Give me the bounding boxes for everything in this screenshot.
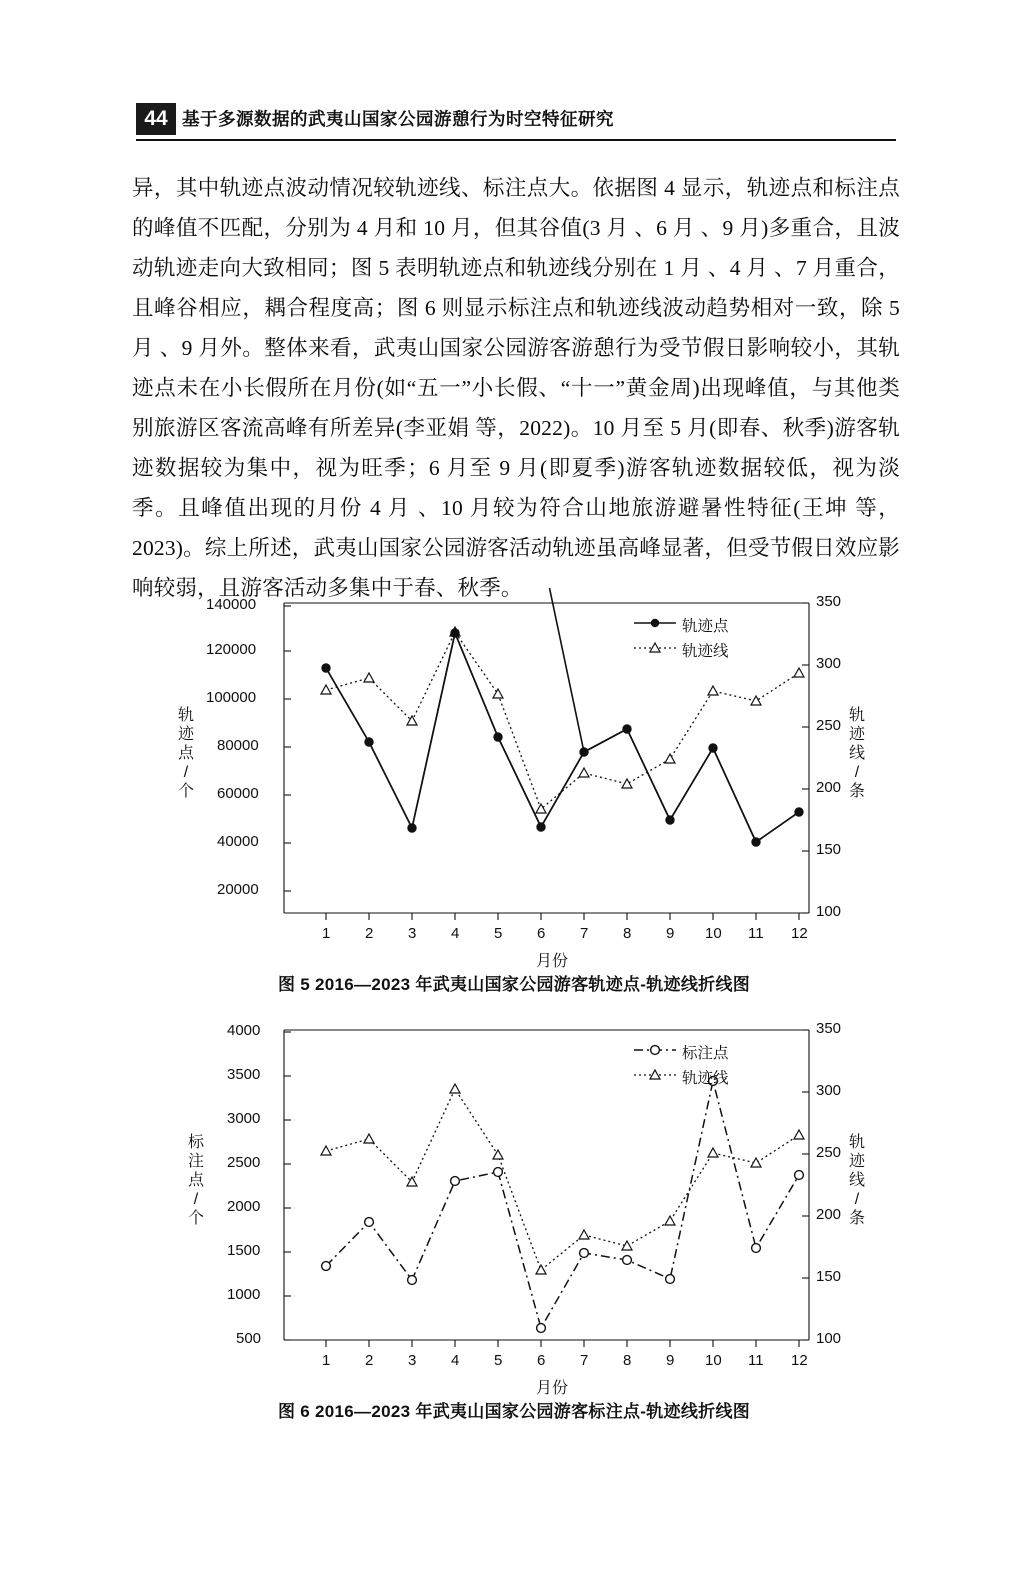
- fig5-y2tick-200: 200: [816, 779, 842, 796]
- body-paragraph: 异，其中轨迹点波动情况较轨迹线、标注点大。依据图 4 显示，轨迹点和标注点的峰值不匹配，分别为 4 月和 10 月，但其谷值(3 月 、6 月 、9 月)多重合，且波动轨迹走向大致相同；图 5 表明轨迹点和轨迹线分别在 1 月 、4 月 、7 月重合，且峰谷相应，耦合程度高；图 6 则显示标注点和轨迹线波动趋势相对一致，除 5 月 、9 月外。整体来看，武夷山国家公园游客游憩行为受节假日影响较小，其轨迹点未在小长假所在月份(如“五一”小长假、“十一”黄金周)出现峰值，与其他类别旅游区客流高峰有所差异(李亚娟 等，2022)。10 月至 5 月(即春、秋季)游客轨迹数据较为集中，视为旺季；6 月至 9 月(即夏季)游客轨迹数据较低，视为淡季。且峰值出现的月份 4 月 、10 月较为符合山地旅游避暑性特征(王坤 等，2023)。综上所述，武夷山国家公园游客活动轨迹虽高峰显著，但受节假日效应影响较弱，且游客活动多集中于春、秋季。: [132, 176, 900, 600]
- series-guijidian-markers: [322, 629, 803, 846]
- fig5-y2tick-150: 150: [816, 841, 842, 858]
- fig5-legend-item-1: 轨迹点: [682, 618, 729, 635]
- fig5-ytick-40000: 40000: [217, 833, 259, 850]
- fig6-xtick-6: 6: [537, 1352, 546, 1369]
- fig5-ytick-20000: 20000: [217, 881, 259, 898]
- header-divider: [136, 139, 896, 141]
- fig6-y2-axis-title: 轨迹线 / 条: [848, 1134, 865, 1227]
- fig6-xtick-10: 10: [705, 1352, 722, 1369]
- fig6-xtick-3: 3: [408, 1352, 417, 1369]
- fig5-ytick-60000: 60000: [217, 785, 259, 802]
- figure-5-legend-glyphs: [634, 619, 676, 652]
- fig6-xtick-4: 4: [451, 1352, 460, 1369]
- figure-6-legend-glyphs: [634, 1046, 676, 1079]
- fig5-y2tick-300: 300: [816, 655, 842, 672]
- series-guijidian-line-fix: [326, 633, 799, 842]
- fig5-y2tick-100: 100: [816, 903, 842, 920]
- fig5-ytick-120000: 120000: [206, 641, 257, 658]
- fig6-legend-item-2: 轨迹线: [682, 1070, 729, 1087]
- fig6-ytick-500: 500: [236, 1330, 262, 1347]
- fig6-ytick-1000: 1000: [227, 1286, 261, 1303]
- fig6-y2tick-100: 100: [816, 1330, 842, 1347]
- fig6-y2tick-350: 350: [816, 1020, 842, 1037]
- figure-6: [0, 1015, 1028, 1422]
- fig5-legend-item-2: 轨迹线: [682, 643, 729, 660]
- fig5-xtick-9: 9: [666, 925, 675, 942]
- fig6-y-axis-title: 标注点 / 个: [187, 1134, 204, 1227]
- fig6-y2tick-200: 200: [816, 1206, 842, 1223]
- fig6-ytick-3000: 3000: [227, 1110, 261, 1127]
- fig6-ytick-2500: 2500: [227, 1154, 261, 1171]
- fig6-xtick-8: 8: [623, 1352, 632, 1369]
- fig5-xtick-6: 6: [537, 925, 546, 942]
- series-biaozhudian-line: [326, 1081, 799, 1328]
- fig5-ytick-140000: 140000: [206, 596, 257, 613]
- fig6-y2tick-150: 150: [816, 1268, 842, 1285]
- figure-5: [0, 588, 1028, 995]
- fig6-xtick-1: 1: [322, 1352, 331, 1369]
- figure-5-chart: [164, 588, 865, 970]
- series-guijixian-markers-2: [321, 1084, 804, 1274]
- figure-5-caption: 图 5 2016—2023 年武夷山国家公园游客轨迹点-轨迹线折线图: [277, 975, 751, 994]
- series-guijixian-line-2: [326, 1089, 799, 1270]
- fig5-xtick-1: 1: [322, 925, 331, 942]
- fig6-x-axis-title: 月份: [536, 1380, 569, 1397]
- fig5-xtick-4: 4: [451, 925, 460, 942]
- fig6-y2tick-300: 300: [816, 1082, 842, 1099]
- fig6-ytick-1500: 1500: [227, 1242, 261, 1259]
- fig5-y2tick-350: 350: [816, 593, 842, 610]
- fig5-y2tick-250: 250: [816, 717, 842, 734]
- fig6-legend-item-1: 标注点: [682, 1045, 729, 1062]
- series-biaozhudian-markers: [322, 1077, 804, 1333]
- fig6-xtick-11: 11: [748, 1352, 764, 1369]
- fig5-xtick-11: 11: [748, 925, 764, 942]
- fig6-xtick-2: 2: [365, 1352, 374, 1369]
- fig6-xtick-12: 12: [791, 1352, 808, 1369]
- figure-5-svg: [164, 588, 864, 958]
- fig6-xtick-7: 7: [580, 1352, 589, 1369]
- fig5-y-axis-title: 轨迹点 / 个: [177, 707, 194, 800]
- figure-6-svg: [164, 1015, 864, 1385]
- fig5-y2-axis-title: 轨迹线 / 条: [848, 707, 865, 800]
- fig6-ytick-4000: 4000: [227, 1022, 261, 1039]
- series-guijixian-markers: [321, 627, 804, 813]
- fig6-ytick-2000: 2000: [227, 1198, 261, 1215]
- fig6-xtick-5: 5: [494, 1352, 503, 1369]
- fig5-xtick-12: 12: [791, 925, 808, 942]
- page-header: [136, 103, 896, 145]
- page-number-badge: 44: [136, 103, 176, 135]
- figure-6-chart: [164, 1015, 865, 1397]
- running-title: 基于多源数据的武夷山国家公园游憩行为时空特征研究: [182, 109, 614, 129]
- fig5-ytick-100000: 100000: [206, 689, 257, 706]
- fig5-x-axis-title: 月份: [536, 953, 569, 970]
- fig5-xtick-5: 5: [494, 925, 503, 942]
- fig5-xtick-2: 2: [365, 925, 374, 942]
- fig5-xtick-10: 10: [705, 925, 722, 942]
- fig6-y2tick-250: 250: [816, 1144, 842, 1161]
- body-paragraph-block: [132, 168, 900, 608]
- fig5-xtick-3: 3: [408, 925, 417, 942]
- fig5-xtick-7: 7: [580, 925, 589, 942]
- fig5-xtick-8: 8: [623, 925, 632, 942]
- fig6-xtick-9: 9: [666, 1352, 675, 1369]
- fig5-ytick-80000: 80000: [217, 737, 259, 754]
- figure-6-caption: 图 6 2016—2023 年武夷山国家公园游客标注点-轨迹线折线图: [277, 1402, 751, 1421]
- fig6-ytick-3500: 3500: [227, 1066, 261, 1083]
